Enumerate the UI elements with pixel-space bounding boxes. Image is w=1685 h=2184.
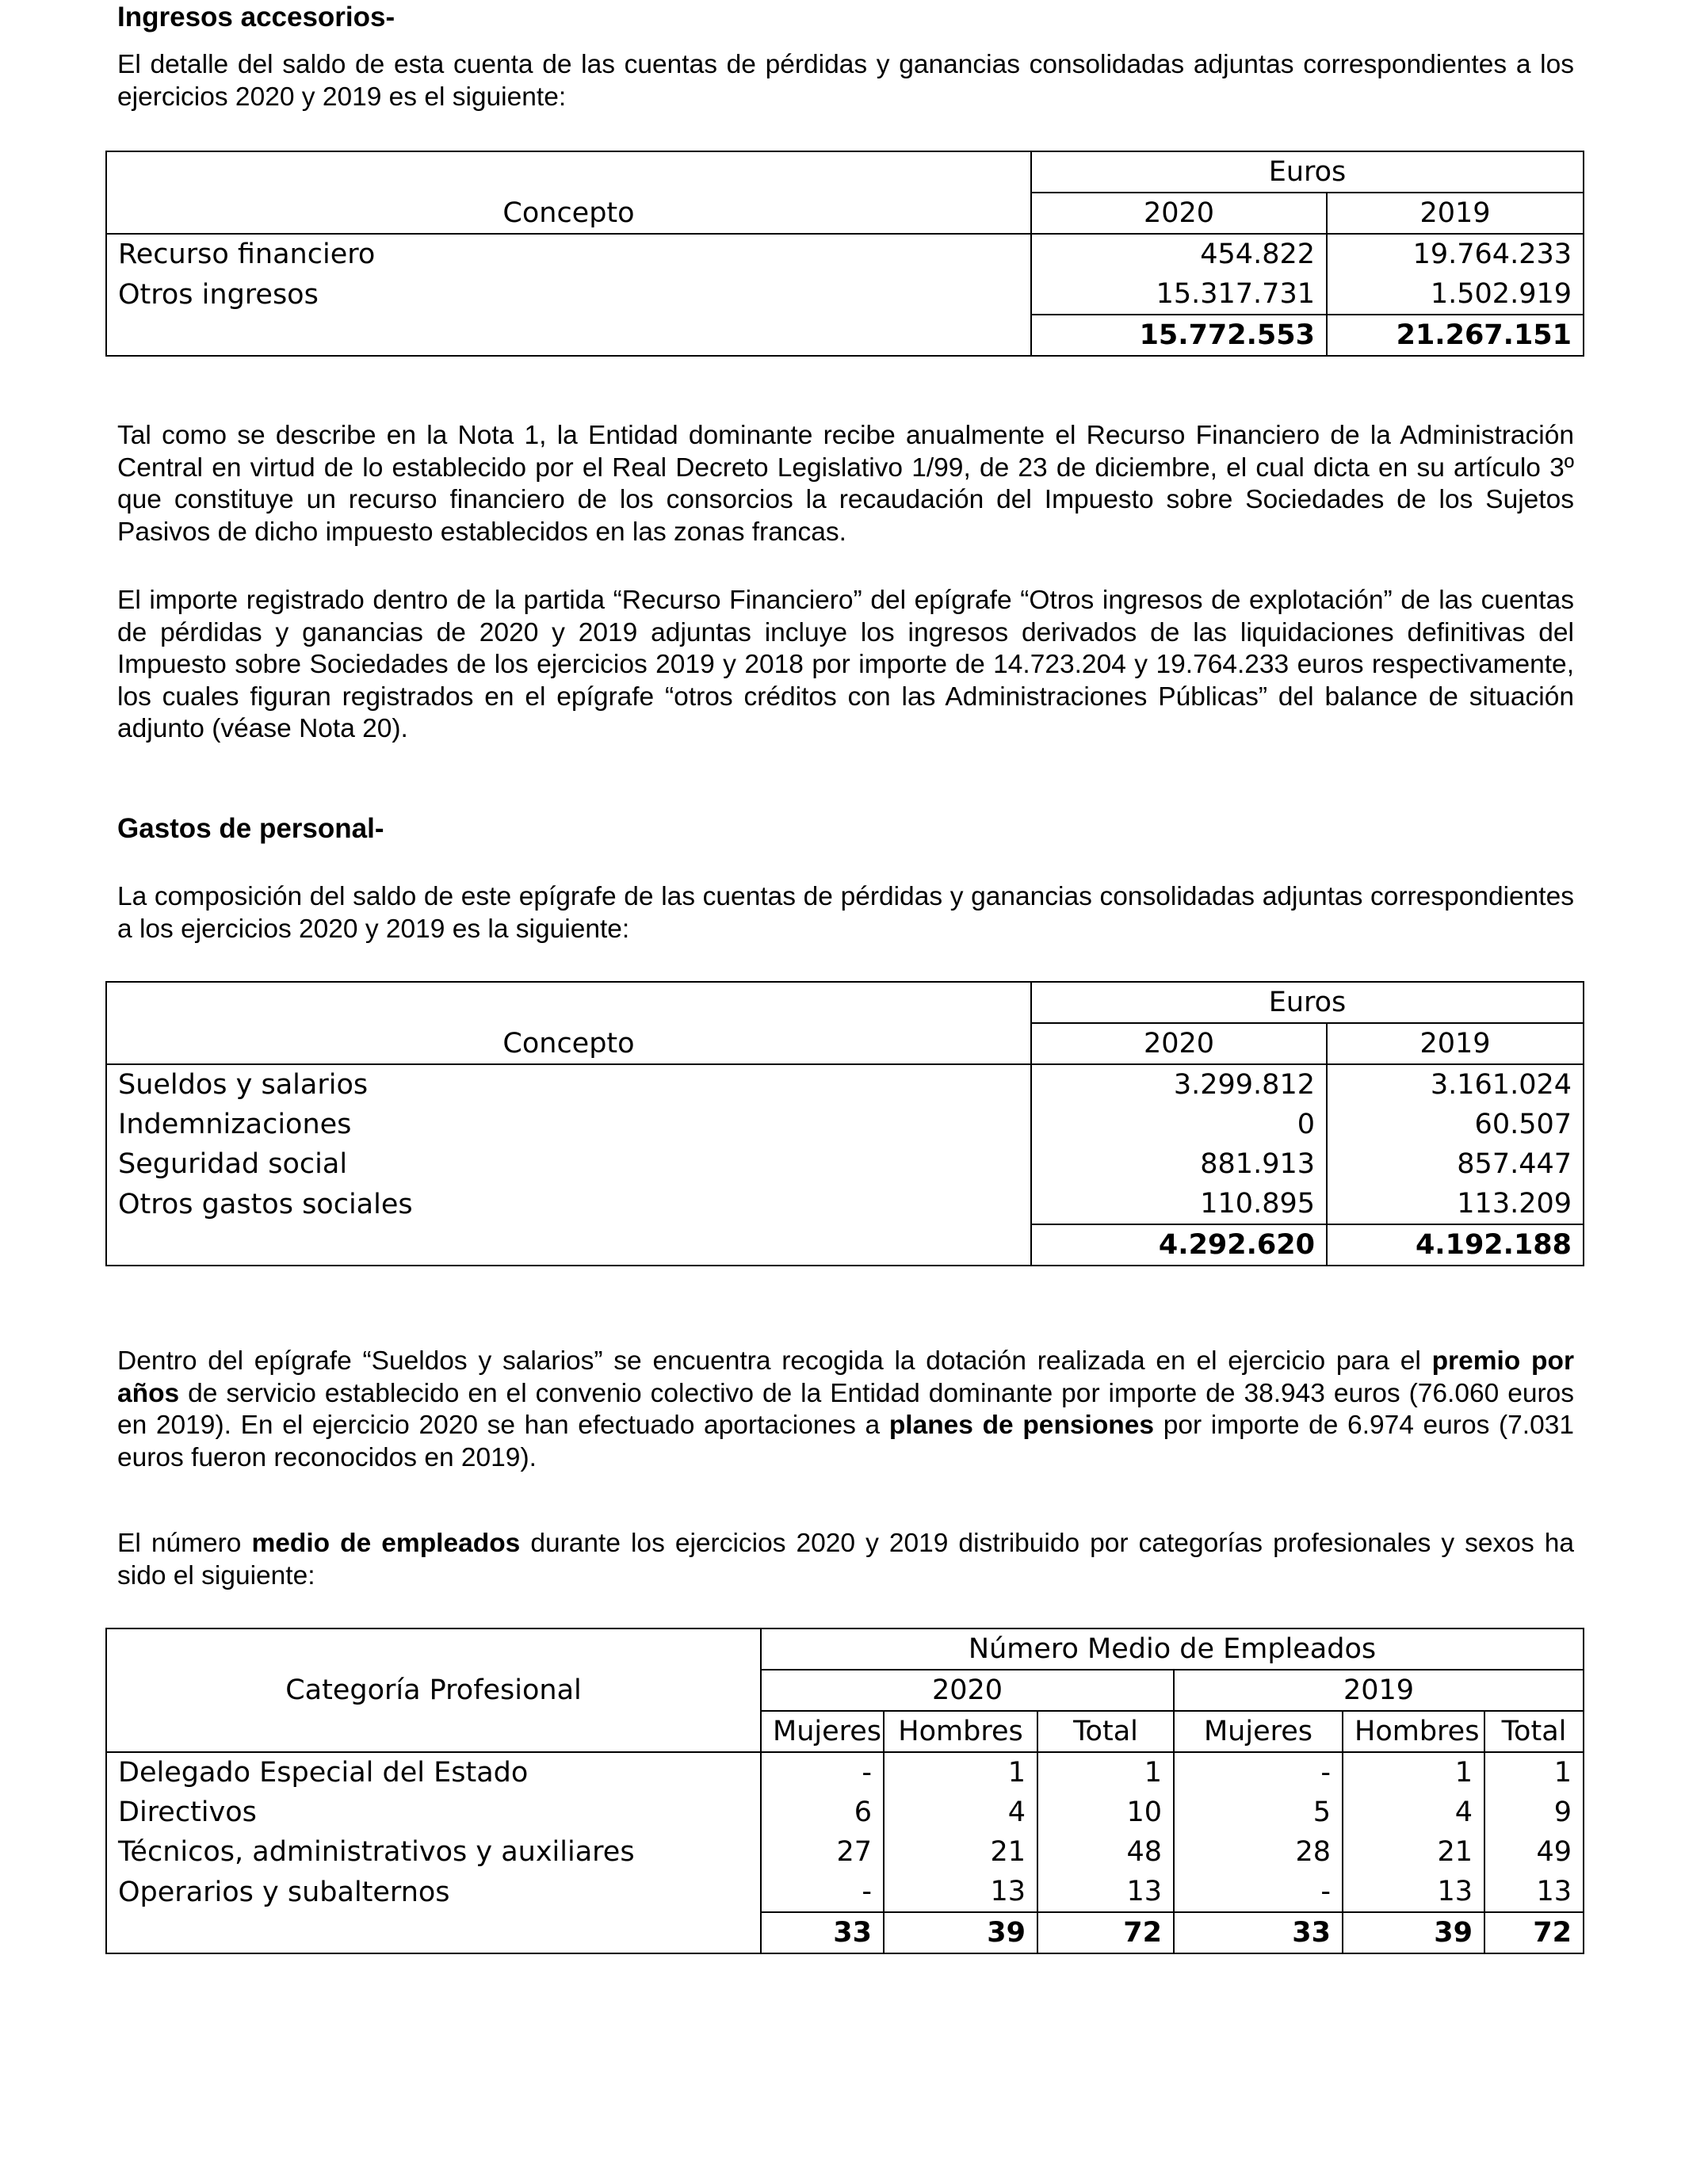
year-header-2020: 2020 <box>1031 193 1327 234</box>
total-row <box>106 315 1584 356</box>
text-run: Dentro del epígrafe “Sueldos y salarios” se encuentra recogida la dotación realizada en el ejercicio para el <box>117 1346 1432 1376</box>
subheader-hombres: Hombres <box>884 1711 1037 1752</box>
cell: 21 <box>1343 1832 1484 1872</box>
total-row <box>106 1912 1584 1953</box>
cell: 1 <box>1037 1752 1174 1793</box>
gastos-table <box>105 981 1584 1266</box>
bold-run: premio por años <box>117 1346 1574 1408</box>
cell: - <box>761 1752 884 1793</box>
table-row <box>106 1144 1584 1184</box>
total-cell: 72 <box>1037 1912 1174 1953</box>
subheader-total: Total <box>1037 1711 1174 1752</box>
table-row <box>106 1064 1584 1105</box>
concept-header: Concepto <box>106 982 1031 1064</box>
row-value-2020: 454.822 <box>1031 234 1327 274</box>
category-header: Categoría Profesional <box>106 1628 761 1752</box>
row-label: Delegado Especial del Estado <box>106 1752 761 1793</box>
row-value-2019: 1.502.919 <box>1327 274 1584 315</box>
row-label: Directivos <box>106 1793 761 1832</box>
ingresos-paragraph-1: Tal como se describe en la Nota 1, la Entidad dominante recibe anualmente el Recurso Financiero de la Administración Central en virtud de lo establecido por el Real Decreto Legislativo 1/99, de 23 de diciembre, el cual dicta en su artículo 3º que constituye un recurso financiero de los consorcios la recaudación del Impuesto sobre Sociedades de los Sujetos Pasivos de dicho impuesto establecidos en las zonas francas. <box>117 421 1574 547</box>
cell: 27 <box>761 1832 884 1872</box>
year-header-2020: 2020 <box>1031 1023 1327 1064</box>
row-label: Seguridad social <box>106 1144 1031 1184</box>
total-2020: 15.772.553 <box>1031 315 1327 356</box>
total-2019: 4.192.188 <box>1327 1224 1584 1266</box>
cell: 48 <box>1037 1832 1174 1872</box>
text-run: por importe de 6.974 euros (7.031 euros fueron reconocidos en 2019). <box>117 1411 1574 1472</box>
cell: 13 <box>1343 1872 1484 1912</box>
year-header-2019: 2019 <box>1327 1023 1584 1064</box>
gastos-paragraph-2 <box>117 1528 1574 1592</box>
cell: - <box>761 1872 884 1912</box>
row-value-2020: 881.913 <box>1031 1144 1327 1184</box>
subheader-hombres: Hombres <box>1343 1711 1484 1752</box>
total-2020: 4.292.620 <box>1031 1224 1327 1266</box>
cell: 13 <box>884 1872 1037 1912</box>
cell: 6 <box>761 1793 884 1832</box>
row-label: Técnicos, administrativos y auxiliares <box>106 1832 761 1872</box>
text-run: de servicio establecido en el convenio colectivo de la Entidad dominante por importe de 38.943 euros (76.060 euros en 2019). En el ejercicio 2020 se han efectuado aportaciones a <box>117 1378 1574 1440</box>
subheader-mujeres: Mujeres <box>761 1711 884 1752</box>
table-row <box>106 1184 1584 1224</box>
units-header: Euros <box>1031 982 1584 1023</box>
row-label: Otros gastos sociales <box>106 1184 1031 1224</box>
table-row <box>106 1752 1584 1793</box>
year-header-2020: 2020 <box>761 1670 1174 1711</box>
section-title-ingresos: Ingresos accesorios- <box>117 2 395 32</box>
gastos-paragraph-1 <box>117 1346 1574 1474</box>
cell: 4 <box>1343 1793 1484 1832</box>
cell: 4 <box>884 1793 1037 1832</box>
bold-run: planes de pensiones <box>888 1411 1155 1440</box>
row-label: Operarios y subalternos <box>106 1872 761 1912</box>
table-row <box>106 1793 1584 1832</box>
year-header-2019: 2019 <box>1174 1670 1584 1711</box>
empleados-table <box>105 1628 1584 1954</box>
cell: 1 <box>1343 1752 1484 1793</box>
row-value-2019: 3.161.024 <box>1327 1064 1584 1105</box>
total-cell: 33 <box>1174 1912 1343 1953</box>
cell: 21 <box>884 1832 1037 1872</box>
row-label: Otros ingresos <box>106 274 1031 315</box>
subheader-total: Total <box>1484 1711 1584 1752</box>
row-label: Recurso financiero <box>106 234 1031 274</box>
row-value-2020: 3.299.812 <box>1031 1064 1327 1105</box>
cell: 5 <box>1174 1793 1343 1832</box>
cell: 1 <box>884 1752 1037 1793</box>
cell: 13 <box>1037 1872 1174 1912</box>
total-cell: 33 <box>761 1912 884 1953</box>
ingresos-table <box>105 151 1584 357</box>
table-row <box>106 274 1584 315</box>
total-cell: 72 <box>1484 1912 1584 1953</box>
cell: - <box>1174 1872 1343 1912</box>
table-row <box>106 1832 1584 1872</box>
row-label: Indemnizaciones <box>106 1105 1031 1144</box>
units-header: Euros <box>1031 151 1584 193</box>
total-cell: 39 <box>1343 1912 1484 1953</box>
year-header-2019: 2019 <box>1327 193 1584 234</box>
row-value-2020: 15.317.731 <box>1031 274 1327 315</box>
cell: 1 <box>1484 1752 1584 1793</box>
cell: 13 <box>1484 1872 1584 1912</box>
section-title-gastos: Gastos de personal- <box>117 813 384 844</box>
cell: 28 <box>1174 1832 1343 1872</box>
bold-run: medio de empleados <box>251 1529 521 1558</box>
row-value-2020: 0 <box>1031 1105 1327 1144</box>
concept-header: Concepto <box>106 151 1031 234</box>
cell: 9 <box>1484 1793 1584 1832</box>
main-header: Número Medio de Empleados <box>761 1628 1584 1670</box>
row-value-2019: 60.507 <box>1327 1105 1584 1144</box>
gastos-intro: La composición del saldo de este epígrafe de las cuentas de pérdidas y ganancias consolidadas adjuntas correspondientes a los ejercicios 2020 y 2019 es la siguiente: <box>117 882 1574 944</box>
row-value-2020: 110.895 <box>1031 1184 1327 1224</box>
ingresos-intro: El detalle del saldo de esta cuenta de las cuentas de pérdidas y ganancias consolidadas adjuntas correspondientes a los ejercicios 2020 y 2019 es el siguiente: <box>117 50 1574 112</box>
table-row <box>106 1105 1584 1144</box>
subheader-mujeres: Mujeres <box>1174 1711 1343 1752</box>
text-run: durante los ejercicios 2020 y 2019 distribuido por categorías profesionales y sexos ha sido el siguiente: <box>117 1529 1574 1590</box>
table-row <box>106 1872 1584 1912</box>
total-2019: 21.267.151 <box>1327 315 1584 356</box>
cell: 49 <box>1484 1832 1584 1872</box>
total-cell: 39 <box>884 1912 1037 1953</box>
ingresos-paragraph-2: El importe registrado dentro de la partida “Recurso Financiero” del epígrafe “Otros ingresos de explotación” de las cuentas de pérdidas y ganancias de 2020 y 2019 adjuntas incluye los ingresos derivados de las liquidaciones definitivas del Impuesto sobre Sociedades de los ejercicios 2019 y 2018 por importe de 14.723.204 y 19.764.233 euros respectivamente, los cuales figuran registrados en el epígrafe “otros créditos con las Administraciones Públicas” del balance de situación adjunto (véase Nota 20). <box>117 586 1574 743</box>
cell: - <box>1174 1752 1343 1793</box>
table-row <box>106 234 1584 274</box>
row-value-2019: 857.447 <box>1327 1144 1584 1184</box>
row-label: Sueldos y salarios <box>106 1064 1031 1105</box>
row-value-2019: 113.209 <box>1327 1184 1584 1224</box>
text-run: El número <box>117 1529 252 1558</box>
row-value-2019: 19.764.233 <box>1327 234 1584 274</box>
total-row <box>106 1224 1584 1266</box>
cell: 10 <box>1037 1793 1174 1832</box>
